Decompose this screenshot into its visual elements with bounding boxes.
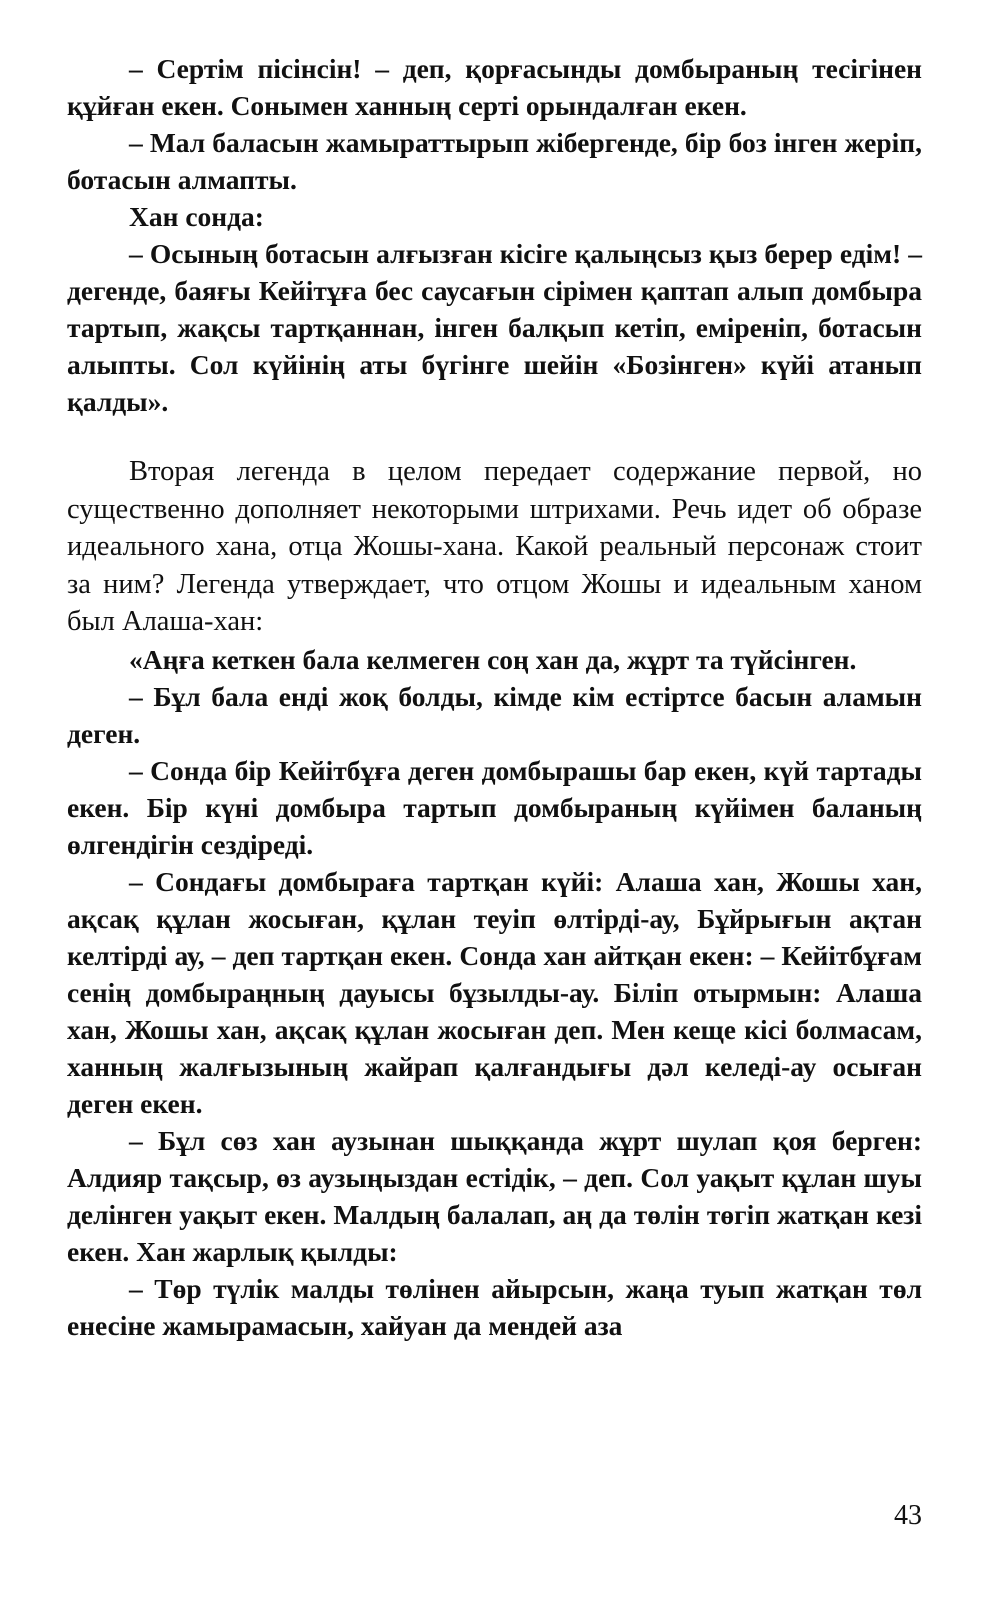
quoted-legend-paragraph: – Сондағы домбыраға тартқан күйі: Алаша хан, Жошы хан, ақсақ құлан жосыған, құлан теуіп өлтірді-ау, Бұйрығын ақтан келтірді ау, – деп тартқан екен. Сонда хан айтқан екен: – Кейітбұғам сенің домбыраңның дауысы бұзылды-ау. Біліп отырмын: Алаша хан, Жошы хан, ақсақ құлан жосыған деп. Мен кеще кісі болмасам, ханның жалғызының жайрап қалғандығы дәл келеді-ау осыған деген екен.: [67, 865, 922, 1119]
dialogue-paragraph: – Мал баласын жамыраттырып жібергенде, бір боз інген жеріп, ботасын алмапты.: [67, 127, 922, 195]
dialogue-paragraph: Хан сонда:: [129, 201, 264, 232]
commentary-paragraph: Вторая легенда в целом передает содержание первой, но существенно дополняет некоторыми штрихами. Речь идет об образе идеального хана, отца Жошы-хана. Какой реальный персонаж стоит за ним? Легенда утверждает, что отцом Жошы и идеальным ханом был Алаша-хан:: [67, 456, 922, 637]
quoted-legend-paragraph: «Аңға кеткен бала келмеген соң хан да, жұрт та түйсінген.: [129, 643, 857, 675]
quoted-legend-paragraph: – Төр түлік малды төлінен айырсын, жаңа туып жатқан төл енесіне жамырамасын, хайуан да мендей аза: [67, 1272, 922, 1341]
quoted-legend-paragraph: – Бұл бала енді жоқ болды, кімде кім естіртсе басын аламын деген.: [67, 680, 922, 749]
quoted-legend-paragraph: – Сонда бір Кейітбұға деген домбырашы бар екен, күй тартады екен. Бір күні домбыра тартып домбыраның күйімен баланың өлгендігін сездіреді.: [67, 754, 922, 860]
section-spacer: [67, 420, 922, 453]
quoted-legend-paragraph: – Бұл сөз хан аузынан шыққанда жұрт шулап қоя берген: Алдияр тақсыр, өз аузыңыздан естідік, – деп. Сол уақыт құлан шуы делінген уақыт екен. Малдың балалап, аң да төлін төгіп жатқан кезі екен. Хан жарлық қылды:: [67, 1124, 922, 1267]
dialogue-paragraph: – Осының ботасын алғызған кісіге қалыңсыз қыз берер едім! – дегенде, баяғы Кейітұға бес саусағын сірімен қаптап алып домбыра тартып, жақсы тартқаннан, інген балқып кетіп, еміреніп, ботасын алыпты. Сол күйінің аты бүгінге шейін «Бозінген» күйі атанып қалды».: [67, 238, 922, 417]
dialogue-paragraph: – Сертім пісінсін! – деп, қорғасынды домбыраның тесігінен құйған екен. Сонымен ханның серті орындалған екен.: [67, 53, 922, 121]
book-page-text: [67, 50, 922, 1344]
page-number: 43: [894, 1500, 922, 1531]
